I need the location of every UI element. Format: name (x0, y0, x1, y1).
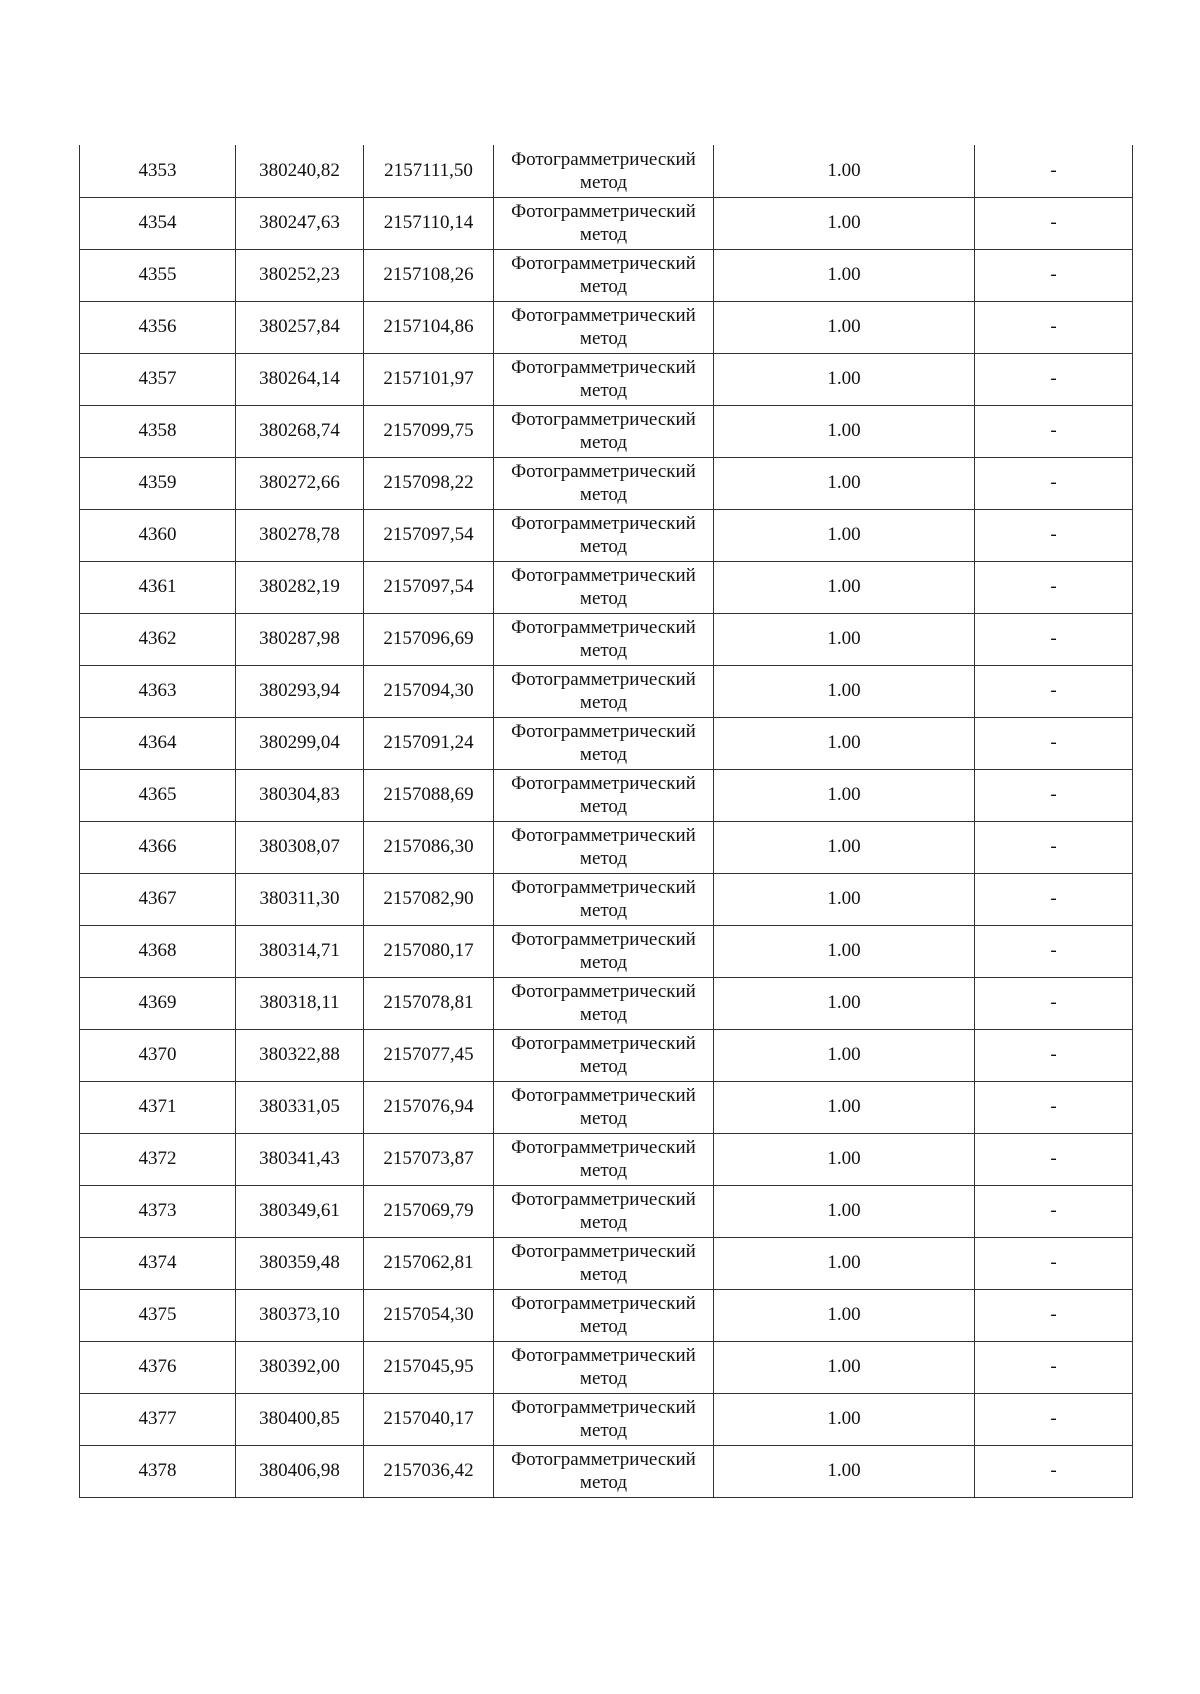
y-coordinate-cell: 2157097,54 (364, 561, 494, 613)
method-cell (494, 249, 714, 301)
note-cell: - (975, 145, 1133, 197)
method-cell (494, 821, 714, 873)
method-line-2: метод (579, 1056, 628, 1077)
accuracy-cell: 1.00 (714, 769, 975, 821)
method-line-1: Фотограмметрический (511, 721, 696, 742)
table-row (80, 1289, 1133, 1341)
note-cell: - (975, 873, 1133, 925)
y-coordinate-cell: 2157073,87 (364, 1133, 494, 1185)
method-cell (494, 561, 714, 613)
accuracy-cell: 1.00 (714, 1029, 975, 1081)
accuracy-cell: 1.00 (714, 1081, 975, 1133)
accuracy-cell: 1.00 (714, 1185, 975, 1237)
y-coordinate-cell: 2157080,17 (364, 925, 494, 977)
y-coordinate-cell: 2157088,69 (364, 769, 494, 821)
y-coordinate-cell: 2157104,86 (364, 301, 494, 353)
method-cell (494, 613, 714, 665)
point-number-cell: 4371 (80, 1081, 236, 1133)
method-cell (494, 769, 714, 821)
method-cell (494, 1081, 714, 1133)
table-row (80, 925, 1133, 977)
table-row (80, 873, 1133, 925)
x-coordinate-cell: 380400,85 (236, 1393, 364, 1445)
y-coordinate-cell: 2157054,30 (364, 1289, 494, 1341)
method-line-1: Фотограмметрический (511, 305, 696, 326)
note-cell: - (975, 613, 1133, 665)
y-coordinate-cell: 2157094,30 (364, 665, 494, 717)
note-cell: - (975, 1185, 1133, 1237)
accuracy-cell: 1.00 (714, 145, 975, 197)
method-line-1: Фотограмметрический (511, 201, 696, 222)
point-number-cell: 4367 (80, 873, 236, 925)
note-cell: - (975, 197, 1133, 249)
table-row (80, 145, 1133, 197)
x-coordinate-cell: 380252,23 (236, 249, 364, 301)
point-number-cell: 4358 (80, 405, 236, 457)
method-line-2: метод (579, 1004, 628, 1025)
point-number-cell: 4375 (80, 1289, 236, 1341)
note-cell: - (975, 301, 1133, 353)
method-line-2: метод (579, 484, 628, 505)
x-coordinate-cell: 380308,07 (236, 821, 364, 873)
y-coordinate-cell: 2157076,94 (364, 1081, 494, 1133)
y-coordinate-cell: 2157045,95 (364, 1341, 494, 1393)
method-line-1: Фотограмметрический (511, 1241, 696, 1262)
y-coordinate-cell: 2157099,75 (364, 405, 494, 457)
y-coordinate-cell: 2157101,97 (364, 353, 494, 405)
x-coordinate-cell: 380406,98 (236, 1445, 364, 1497)
table-row (80, 821, 1133, 873)
note-cell: - (975, 1341, 1133, 1393)
note-cell: - (975, 353, 1133, 405)
method-cell (494, 717, 714, 769)
method-line-1: Фотограмметрический (511, 1033, 696, 1054)
table-row (80, 1445, 1133, 1497)
method-cell (494, 1445, 714, 1497)
method-line-2: метод (579, 744, 628, 765)
point-number-cell: 4378 (80, 1445, 236, 1497)
method-line-1: Фотограмметрический (511, 253, 696, 274)
point-number-cell: 4360 (80, 509, 236, 561)
method-cell (494, 1237, 714, 1289)
x-coordinate-cell: 380373,10 (236, 1289, 364, 1341)
table-row (80, 1081, 1133, 1133)
method-line-1: Фотограмметрический (511, 929, 696, 950)
point-number-cell: 4372 (80, 1133, 236, 1185)
x-coordinate-cell: 380349,61 (236, 1185, 364, 1237)
y-coordinate-cell: 2157091,24 (364, 717, 494, 769)
point-number-cell: 4366 (80, 821, 236, 873)
x-coordinate-cell: 380268,74 (236, 405, 364, 457)
method-line-1: Фотограмметрический (511, 1189, 696, 1210)
method-line-2: метод (579, 640, 628, 661)
method-line-2: метод (579, 1160, 628, 1181)
method-cell (494, 977, 714, 1029)
coordinates-table (79, 145, 1133, 1498)
y-coordinate-cell: 2157110,14 (364, 197, 494, 249)
method-line-1: Фотограмметрический (511, 409, 696, 430)
point-number-cell: 4376 (80, 1341, 236, 1393)
method-cell (494, 301, 714, 353)
x-coordinate-cell: 380304,83 (236, 769, 364, 821)
table-row (80, 353, 1133, 405)
method-line-1: Фотограмметрический (511, 1293, 696, 1314)
method-line-2: метод (579, 848, 628, 869)
y-coordinate-cell: 2157069,79 (364, 1185, 494, 1237)
method-line-2: метод (579, 1108, 628, 1129)
method-cell (494, 1341, 714, 1393)
method-cell (494, 1393, 714, 1445)
accuracy-cell: 1.00 (714, 925, 975, 977)
accuracy-cell: 1.00 (714, 1237, 975, 1289)
table-row (80, 613, 1133, 665)
method-line-2: метод (579, 588, 628, 609)
method-line-1: Фотограмметрический (511, 148, 696, 170)
point-number-cell: 4362 (80, 613, 236, 665)
accuracy-cell: 1.00 (714, 613, 975, 665)
method-line-2: метод (579, 171, 628, 193)
point-number-cell: 4368 (80, 925, 236, 977)
method-line-1: Фотограмметрический (511, 773, 696, 794)
method-cell (494, 665, 714, 717)
method-cell (494, 353, 714, 405)
accuracy-cell: 1.00 (714, 873, 975, 925)
method-line-1: Фотограмметрический (511, 1345, 696, 1366)
y-coordinate-cell: 2157111,50 (364, 145, 494, 197)
note-cell: - (975, 1289, 1133, 1341)
point-number-cell: 4377 (80, 1393, 236, 1445)
note-cell: - (975, 457, 1133, 509)
x-coordinate-cell: 380359,48 (236, 1237, 364, 1289)
method-line-2: метод (579, 952, 628, 973)
table-row (80, 977, 1133, 1029)
method-line-1: Фотограмметрический (511, 1085, 696, 1106)
method-line-2: метод (579, 380, 628, 401)
method-line-1: Фотограмметрический (511, 877, 696, 898)
x-coordinate-cell: 380257,84 (236, 301, 364, 353)
accuracy-cell: 1.00 (714, 977, 975, 1029)
y-coordinate-cell: 2157108,26 (364, 249, 494, 301)
method-line-1: Фотограмметрический (511, 669, 696, 690)
note-cell: - (975, 509, 1133, 561)
x-coordinate-cell: 380341,43 (236, 1133, 364, 1185)
method-line-2: метод (579, 1212, 628, 1233)
y-coordinate-cell: 2157082,90 (364, 873, 494, 925)
x-coordinate-cell: 380392,00 (236, 1341, 364, 1393)
x-coordinate-cell: 380264,14 (236, 353, 364, 405)
x-coordinate-cell: 380293,94 (236, 665, 364, 717)
table-body (80, 145, 1133, 1497)
x-coordinate-cell: 380331,05 (236, 1081, 364, 1133)
accuracy-cell: 1.00 (714, 197, 975, 249)
accuracy-cell: 1.00 (714, 249, 975, 301)
method-line-1: Фотограмметрический (511, 513, 696, 534)
point-number-cell: 4370 (80, 1029, 236, 1081)
x-coordinate-cell: 380299,04 (236, 717, 364, 769)
method-line-2: метод (579, 900, 628, 921)
method-cell (494, 197, 714, 249)
note-cell: - (975, 1029, 1133, 1081)
method-line-1: Фотограмметрический (511, 825, 696, 846)
method-line-2: метод (579, 1472, 628, 1493)
x-coordinate-cell: 380240,82 (236, 145, 364, 197)
method-cell (494, 405, 714, 457)
table-row (80, 1393, 1133, 1445)
point-number-cell: 4353 (80, 145, 236, 197)
method-line-2: метод (579, 536, 628, 557)
table-row (80, 301, 1133, 353)
method-line-2: метод (579, 224, 628, 245)
y-coordinate-cell: 2157078,81 (364, 977, 494, 1029)
method-line-2: метод (579, 1264, 628, 1285)
method-cell (494, 145, 714, 197)
table-row (80, 665, 1133, 717)
point-number-cell: 4355 (80, 249, 236, 301)
accuracy-cell: 1.00 (714, 509, 975, 561)
x-coordinate-cell: 380311,30 (236, 873, 364, 925)
table-row (80, 1133, 1133, 1185)
method-cell (494, 925, 714, 977)
note-cell: - (975, 925, 1133, 977)
note-cell: - (975, 665, 1133, 717)
method-line-2: метод (579, 796, 628, 817)
method-line-1: Фотограмметрический (511, 617, 696, 638)
accuracy-cell: 1.00 (714, 1445, 975, 1497)
point-number-cell: 4369 (80, 977, 236, 1029)
accuracy-cell: 1.00 (714, 1341, 975, 1393)
note-cell: - (975, 1133, 1133, 1185)
table-row (80, 457, 1133, 509)
note-cell: - (975, 1237, 1133, 1289)
point-number-cell: 4357 (80, 353, 236, 405)
method-line-2: метод (579, 1316, 628, 1337)
x-coordinate-cell: 380247,63 (236, 197, 364, 249)
accuracy-cell: 1.00 (714, 665, 975, 717)
x-coordinate-cell: 380282,19 (236, 561, 364, 613)
method-line-1: Фотограмметрический (511, 357, 696, 378)
y-coordinate-cell: 2157097,54 (364, 509, 494, 561)
accuracy-cell: 1.00 (714, 1133, 975, 1185)
x-coordinate-cell: 380287,98 (236, 613, 364, 665)
y-coordinate-cell: 2157036,42 (364, 1445, 494, 1497)
point-number-cell: 4361 (80, 561, 236, 613)
method-line-2: метод (579, 1368, 628, 1389)
accuracy-cell: 1.00 (714, 405, 975, 457)
method-line-1: Фотограмметрический (511, 1137, 696, 1158)
y-coordinate-cell: 2157086,30 (364, 821, 494, 873)
y-coordinate-cell: 2157098,22 (364, 457, 494, 509)
table-row (80, 509, 1133, 561)
accuracy-cell: 1.00 (714, 821, 975, 873)
method-line-2: метод (579, 692, 628, 713)
table-row (80, 197, 1133, 249)
table-row (80, 249, 1133, 301)
method-cell (494, 457, 714, 509)
method-cell (494, 1289, 714, 1341)
point-number-cell: 4373 (80, 1185, 236, 1237)
note-cell: - (975, 561, 1133, 613)
method-line-2: метод (579, 328, 628, 349)
accuracy-cell: 1.00 (714, 1289, 975, 1341)
method-cell (494, 509, 714, 561)
x-coordinate-cell: 380272,66 (236, 457, 364, 509)
note-cell: - (975, 821, 1133, 873)
note-cell: - (975, 769, 1133, 821)
accuracy-cell: 1.00 (714, 717, 975, 769)
point-number-cell: 4359 (80, 457, 236, 509)
point-number-cell: 4354 (80, 197, 236, 249)
table-row (80, 405, 1133, 457)
table-row (80, 561, 1133, 613)
method-line-2: метод (579, 276, 628, 297)
method-cell (494, 1133, 714, 1185)
x-coordinate-cell: 380278,78 (236, 509, 364, 561)
table-row (80, 1029, 1133, 1081)
x-coordinate-cell: 380314,71 (236, 925, 364, 977)
accuracy-cell: 1.00 (714, 457, 975, 509)
y-coordinate-cell: 2157062,81 (364, 1237, 494, 1289)
point-number-cell: 4363 (80, 665, 236, 717)
method-line-1: Фотограмметрический (511, 1449, 696, 1470)
note-cell: - (975, 1081, 1133, 1133)
method-line-1: Фотограмметрический (511, 1397, 696, 1418)
table-row (80, 1237, 1133, 1289)
table-row (80, 1185, 1133, 1237)
note-cell: - (975, 977, 1133, 1029)
accuracy-cell: 1.00 (714, 561, 975, 613)
y-coordinate-cell: 2157040,17 (364, 1393, 494, 1445)
method-line-1: Фотограмметрический (511, 565, 696, 586)
point-number-cell: 4365 (80, 769, 236, 821)
method-line-2: метод (579, 1420, 628, 1441)
method-line-2: метод (579, 432, 628, 453)
y-coordinate-cell: 2157077,45 (364, 1029, 494, 1081)
table-row (80, 769, 1133, 821)
note-cell: - (975, 249, 1133, 301)
table-row (80, 717, 1133, 769)
note-cell: - (975, 1445, 1133, 1497)
method-line-1: Фотограмметрический (511, 461, 696, 482)
method-cell (494, 1029, 714, 1081)
note-cell: - (975, 405, 1133, 457)
accuracy-cell: 1.00 (714, 1393, 975, 1445)
point-number-cell: 4356 (80, 301, 236, 353)
x-coordinate-cell: 380322,88 (236, 1029, 364, 1081)
accuracy-cell: 1.00 (714, 301, 975, 353)
accuracy-cell: 1.00 (714, 353, 975, 405)
method-cell (494, 1185, 714, 1237)
method-line-1: Фотограмметрический (511, 981, 696, 1002)
note-cell: - (975, 1393, 1133, 1445)
method-cell (494, 873, 714, 925)
y-coordinate-cell: 2157096,69 (364, 613, 494, 665)
note-cell: - (975, 717, 1133, 769)
table-row (80, 1341, 1133, 1393)
x-coordinate-cell: 380318,11 (236, 977, 364, 1029)
point-number-cell: 4374 (80, 1237, 236, 1289)
point-number-cell: 4364 (80, 717, 236, 769)
